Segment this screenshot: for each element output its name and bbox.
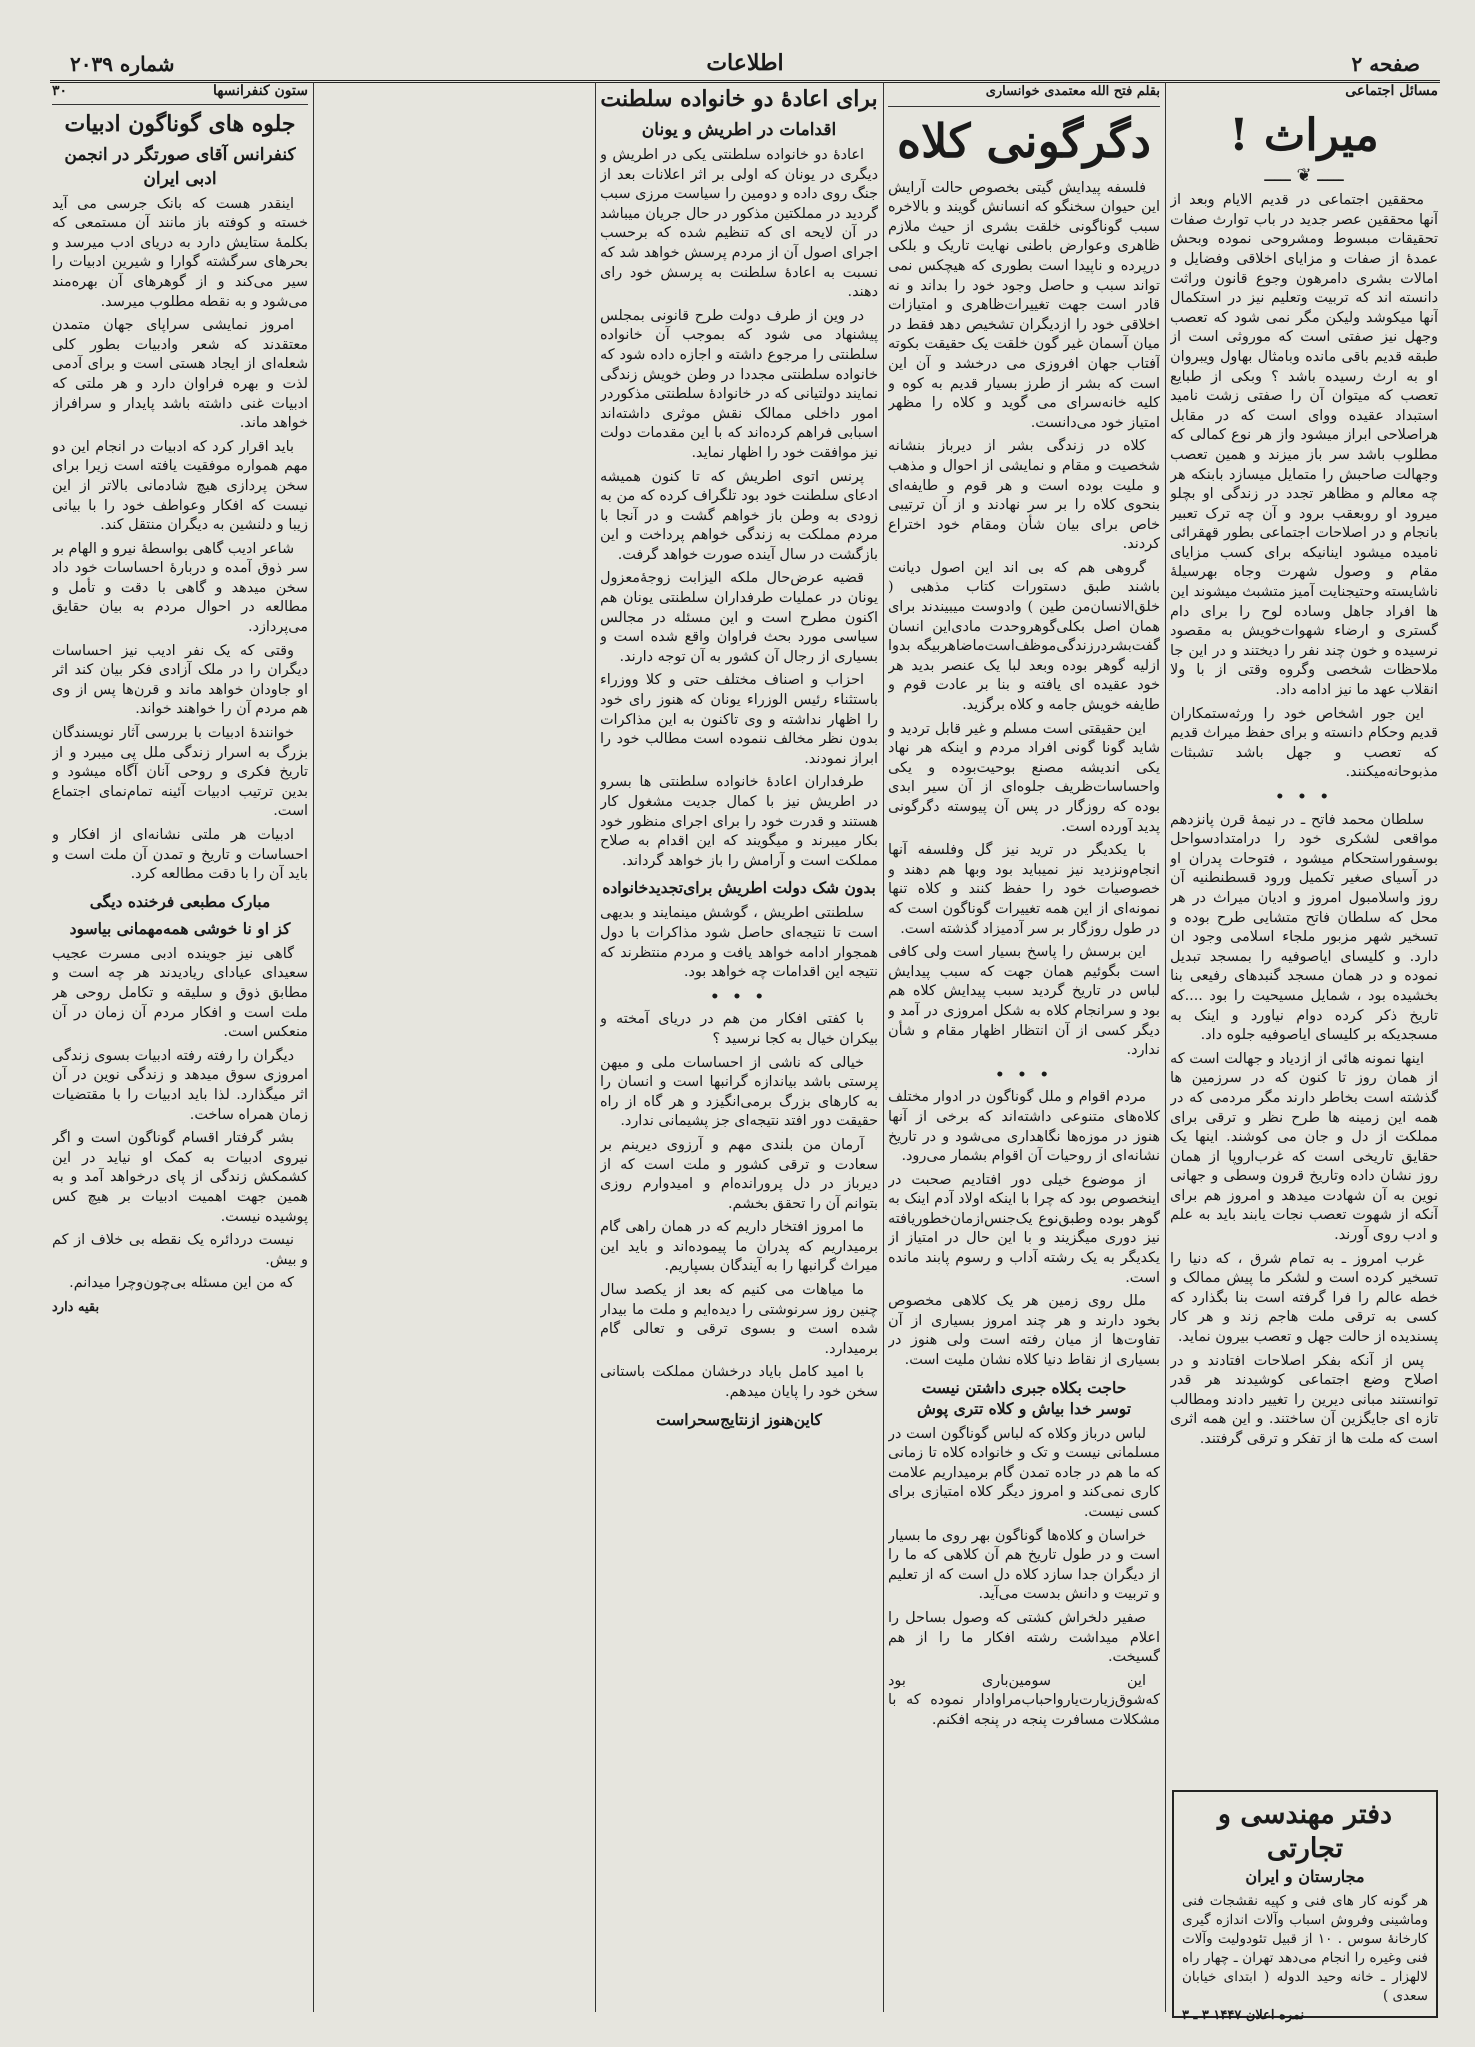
paragraph: آرمان من بلندی مهم و آرزوی دیرینم بر سعادت و ترقی کشور و ملت است که از دیرباز در دل پرورانده‌ام و امیدوارم روزی بتوانم آن را تحقق بخشم. [600,1136,878,1212]
paragraph: ملل روی زمین هر یک کلاهی مخصوص بخود دارند و هر چند امروز بسیاری از آن تفاوت‌ها از میان رفته است ولی هنوز در بسیاری از نقاط دنیا کلاه نشان ملیت است. [888,1293,1160,1369]
paragraph: خیالی که ناشی از احساسات ملی و میهن پرستی باشد بیاندازه گرانبها است و انسان را به کارهای بزرگ برمی‌انگیزد و هر گاه از راه حقیقت دور افتد نتیجه‌ای جز پشیمانی ندارد. [600,1054,878,1130]
paragraph: خراسان و کلاه‌ها گوناگون بهر روی ما بسیار است و در طول تاریخ هم آن کلاهی که ما را از دیگران جدا سازد کلاه دل است که از تعلیم و تربیت و دانش بدست می‌آید. [888,1527,1160,1603]
paragraph: صفیر دلخراش کشتی که وصول بساحل را اعلام میداشت رشته افکار ما را از هم گسیخت. [888,1609,1160,1666]
paper-name: اطلاعات [706,50,784,76]
paragraph: محققین اجتماعی در قدیم الایام وبعد از آنها محققین عصر جدید در باب توارث صفات تحقیقات مبسوط ومشروحی نموده وبحش عمدهٔ از صفات و مزایای اخلاقی وفضایل و امالات بشری دامرهون وجوع قانون وراثت دانسته اند که تربیت وتعلیم نیز در استکمال آنها میکوشد ولیکن مگر نمی شود که تعصب وجهل نیز صفتی است که موروثی است از طبقه قدیم باقی مانده وبامثال بهاول ویبروان او به ارث رسیده باشد ؟ وبکی از طبایع تعصب که میتوان آن را صفتی زشت نامید استبداد عقیده ووای است که در مقابل هراصلاحی ابراز میشود واز هر نوع کمالی که مطلوب باشد سر باز میزند و همین تعصب وجهالت صاحبش را متمایل میسازد بابنکه هر چه معالم و مظاهر تجدد در زندگی او بچلو میرود او روبعقب برود و آن چه ترک تعبیر بانجام و در اصلاحات اجتماعی بطور قهقرائی نامیده میشود اینانیکه برای کسب مزایای مقام و وصول شهرت وجاه بهرسیلهٔ ناشایسته وحتیجنایت آمیز متشبث میشوند این ها افراد جاهل وساده لوح را برای دام گستری و ارضاء شهوات‌خویش به مقصود نرسیده و خون چند نفر را دیختند و در این جا ملاحظات شخصی وگروه وقتی از با ولا انقلاب عهد ما نیز ادامه داد. [1170,192,1438,699]
verse: کز او نا خوشی همه‌مهمانی بیاسود [69,918,291,938]
page-number: صفحه ۲ [1351,52,1420,76]
paragraph: باید اقرار کرد که ادبیات در انجام این دو مهم همواره موفقیت یافته است زیرا برای سخن پردازی هیچ شادمانی بالاتر از این نیست که افکار وعواطف خود را با بیانی زیبا و دلنشین به دیگران منتقل کند. [52,438,308,534]
paragraph: سلطنتی اطریش ، گوشش مینمایند و بدیهی است تا نتیجه‌ای حاصل شود مذاکرات با دول همجوار ادامه خواهد یافت و مردم منتظرند که نتیجه این اقدامات چه خواهد بود. [600,905,878,981]
separator: • • • [995,1065,1053,1083]
paragraph: نیست درد‌ائره‌ یک‌ نقطه‌ بی‌ خلاف‌ از کم و بیش. [52,1232,308,1268]
column-header [52,82,308,105]
column-divider [595,82,596,2012]
separator: • • • [710,987,768,1005]
paragraph: ما امروز افتخار داریم که در همان راهی گام برمیداریم که پدران ما پیموده‌اند و باید این میراث گرانبها را به آیندگان بسپاریم. [600,1219,878,1275]
paragraph: سلطان محمد فاتح ـ در نیمهٔ قرن پانزدهم مواقعی لشکری خود را درامتدادسواحل بوسفوراستحکام میشود ، فتوحات پدران او در آسیای صغیر تکمیل ورود قسطنطنیه آن روز واسلامبول امروز و ادیان میراث در هر محل که سلطان فاتح متشایی طرح بوده و تسخیر شهر مزبور ملجاء اسلامی وجود ان دارد. و کلیسای ایاصوفیه را بمسجد تبدیل نموده و در همان مسجد گنبدهای رفیعی بنا بخشیده بود ، شمایل مسیحیت را بود ....که تاریخ ذکر کرده دوام نیاورد و اینک به مسجدیکه بر کلیسای ایاصوفیه جلوه داد. [1170,811,1438,1044]
column-divider [313,82,314,2012]
paragraph: از موضوع خیلی دور افتادیم صحبت در اینخصوص بود که چرا با اینکه اولاد آدم اینک به گوهر بوده وطبق‌نوع‌ یک‌جنس‌ازمان‌خطور‌یافته نیز دوری میگزیند و با این حال در امتیاز از یکدیگر به یک رشته آداب و رسوم پابند مانده است. [888,1171,1160,1286]
paragraph: غرب امروز ـ به تمام شرق ، که دنیا را تسخیر کرده است و لشکر ما پیش ممالک و خطه عالم را فرا گرفته است بنا بگذارد که کسی به ترقی ملت هاجم زند و هر کار پسندیده از حالت جهل و تعصب بیرون نماید. [1170,1250,1438,1346]
verse: مبارک مطبعی فرخنده دیگی [89,891,271,911]
ad-subtitle: مجارستان و ایران [1245,1867,1365,1886]
paragraph: بشر گرفتار اقسام گوناگون است و اگر نیروی ادبیات به کمک او نیاید در این کشمکش زندگی از پای درخواهد آمد و به همین جهت اهمیت ادبیات بر هیچ کس پوشیده نیست. [52,1130,308,1225]
paragraph: این سومین‌باری بود که‌شوق‌زیارت‌یار‌و‌احباب‌مرا‌وادار نموده که با مشکلات مسافرت پنجه در پنجه افکنم. [888,1672,1160,1728]
paragraph: شاعر ادیب گاهی بواسطهٔ نیرو و الهام بر سر ذوق آمده و دربارهٔ احساسات خود داد سخن میدهد و گاهی با دقت و تأمل و مطالعه در احوال مردم به بیان حقایق می‌پردازد. [52,540,308,636]
paragraph: این جور اشخاص خود را ورثه‌ستمکاران قدیم وحکام دانسته و برای حفظ میراث قدیم که تعصب و جهل باشد تشبثات مذبوحانه‌میکنند. [1170,705,1438,781]
paragraph: گروهی هم که بی اند این اصول دیانت باشند طبق دستورات کتاب مذهبی ( خلق‌الانسان‌من‌ طین ) وادوست میبیندند برای همان اصل بکلی‌گوهروحدت مادی‌این انسان گفت‌بشر‌درزندگی‌موظف‌است‌ماضاهر‌بیگه بدوا ازلیه گوهر بوده وبعد لبا یک عنصر بدید هر خود عقیده ای یافته و بنا بر عادت قوم و طایفه خویش جامه و کلاه برگزید. [888,559,1160,714]
paragraph: کلاه در زندگی بشر از دیرباز بنشانه شخصیت و مقام و نمایشی از احوال و مذهب و ملیت بوده است و هر قوم و طایفه‌ای بنحوی کلاه را بر سر نهادند و از آن ترتیبی خاص برای بیان شأن ومقام خود اختراع کردند. [888,438,1160,553]
paragraph: این برسش را پاسخ بسیار است ولی کافی است بگوئیم همان جهت که سبب پیدایش لباس در تاریخ گردید سبب پیدایش کلاه هم بود و سرانجام کلاه به شکل امروزی در آمد و دیگر کسی از آن انتظار اظهار مقام و شأن ندارد. [888,944,1160,1059]
paragraph: ادبیات هر ملتی نشانه‌ای از افکار و احساسات و تاریخ و تمدن آن ملت است و باید آن را با دقت مطالعه کرد. [52,827,308,883]
byline: بقلم فتح الله معتمدی خوانساری [888,82,1160,107]
paragraph: پس از آنکه بفکر اصلاحات افتادند و در اصلاح وضع اجتماعی کوشیدند هر قدر توانستند مبانی دیرین را تغییر دادند ومطالب تازه ای جایگزین آن ساختند. و این همه اثری است که ملت ها از تفکر و ترقی گرفتند. [1170,1352,1438,1447]
paragraph: که من این مسئله بی‌چون‌وچرا میدانم. [69,1275,294,1292]
closing-line: کاین‌هنوز از‌نتایج‌سحر‌است [656,1409,822,1429]
paragraph: دیگران را رفته رفته ادبیات بسوی زندگی امروزی سوق میدهد و زندگی نوین در آن اثر میگذارد. لذا باید ادبیات را با مقتضیات زمان همراه ساخت. [52,1047,308,1123]
article-adabiyat [52,82,308,2017]
paragraph: طرفداران اعادهٔ خانواده سلطنتی ها بسرو در اطریش نیز با کمال جدیت مشغول کار هستند و قدرت خود را برای اجرای منظور خود بکار میبرند و میگویند که این اقدام به صلاح مملکت است و آرامش را باز خواهد گرداند. [600,774,878,869]
paragraph: مردم اقوام و ملل گوناگون در ادوار مختلف کلاه‌های متنوعی داشته‌اند که برخی از آنها هنوز در موزه‌ها نگاهداری می‌شود و در تاریخ نشانه‌ای از روحیات آن اقوام بشمار می‌رود. [888,1089,1160,1165]
paragraph: احزاب و اصناف مختلف حتی و کلا ووزراء باستثناء رئیس الوزراء یونان که هنوز رای خود را اظهار نداشته و وی تاکنون به این مذاکرات بدون نظر مخالف ننموده است مطالب خود را ابراز نمودند. [600,672,878,767]
continued-label: بقیه دارد [52,1299,100,1315]
ornament: ـــــ ❦ ـــــ [1264,164,1344,186]
paragraph: گاهی نیز جوینده‌ ادبی‌ مسرت‌ عجیب‌ سعید‌ای‌ عیاد‌ای‌ ریادیدند هر چه است و مطابق ذوق و سلیقه و تکامل روحی هر ملت است و افکار مردم آن زمان در آن منعکس است. [52,945,308,1041]
paragraph: اینها نمونه هائی از ازدیاد و جهالت است که از همان روز تا کنون که در سرزمین ها گذشته است بخاطر دارند مگر مردمی که در همه این زمینه ها طرح نظر و ترقی برای مملکت از دل و جان می کوشند. اینها یک حقایق تاریخی است که غرب‌اروپا از همان روز نشان داده وتاریخ قرون وسطی و جهانی نوین به آن شهادت میدهد و امروز هم برای آنکه از شهوت تعصب نجات یابند باید به علم و ادب روی آورند. [1170,1050,1438,1244]
paragraph: امروز نمایشی سراپای جهان متمدن معتقدند که شعر وادبیات بطور کلی شعله‌ای از ایجاد هستی است و برای آدمی لذت و بهره فراوان دارد و هر ملتی که ادبیات غنی داشته باشد پایدار و سرافراز خواهد ماند. [52,317,308,432]
paragraph: در وین از طرف دولت طرح قانونی بمجلس پیشنهاد می شود که بموجب آن خانواده سلطنتی را مرجوع داشته و اجازه داده شود که خانواده سلطنتی مجددا در وطن خویش زندگی نمایند دولتیانی که در خانوادهٔ سلطنتی مذکوردر امور داخلی ممالک نقش موثری داشته‌اند اسبابی فراهم کرده‌اند که با این مقدمات دولت نیز موافقت خود را اظهار نماید. [600,307,878,461]
paragraph: اعادهٔ دو خانواده سلطنتی یکی در اطریش و دیگری در یونان که اولی بر اثر اعلانات بعد از جنگ روی داده و دومین را سیاست مرزی سبب گردید در مملکتین مذکور در حال جریان میباشد در آن لایحه ای که تنظیم شده که برحسب اجرای اصول آن از مردم پرسش خواهد شد که نسبت به اعادهٔ سلطنت به پرسش خود رای دهند. [600,147,878,301]
separator: • • • [1275,788,1333,805]
ad-body: هر گونه کار های فنی و کپیه نقشجات فنی وماشینی وفروش اسباب وآلات اندازه‌ گیری کارخانهٔ سوس . ۱۰ از قبیل تئودولیت وآلات فنی وغیره را انجام می‌دهد تهران ـ چهار راه لالهزار ـ خانه وحید الدوله ( ابتدای خیابان سعدی ) [1182,1893,1428,2004]
issue-number: شماره ۲۰۳۹ [70,52,175,76]
paragraph: قضیه عرض‌حال ملکه الیزابت زوجهٔ‌معزول یونان در عملیات طرفداران سلطنتی یونان هم اکنون مطرح است و این مسئله در مجالس سیاسی مورد بحث فراوان واقع شده است و بسیاری از رجال آن کشور به آن توجه دارند. [600,570,878,665]
paragraph: اینقدر هست که بانک جرسی می آید خسته و کوفته باز مانند آن مستمعی که بکلمهٔ ستایش دارد به دریای ادب میرسد و بحرهای سرگشته گوارا و شیرین ادبیات را سیر می‌کند و از گوهرهای آن بهره‌مند می‌شود و به نقطه مطلوب میرسد. [52,195,308,310]
article-miras [1170,82,1438,2017]
masthead [50,50,1440,83]
article-degarguni-kolah [888,82,1160,2017]
paragraph: با کفتی افکار من هم در دریای آمخته و بیکران خیال به کجا نرسید ؟ [600,1011,878,1047]
headline-adabiyat: جلوه های گوناگون ادبیات [64,110,296,137]
section-label: مسائل اجتماعی [1345,83,1438,99]
paragraph: این حقیقتی است مسلم و غیر قابل تردید و شاید گونا گونی افراد مردم و اینکه هر نهاد یکی اندیشه مصنع بوحیت‌بوده و یکی واحساسات‌ظریف جلوه‌ای از آن سیر ابدی بوده که روزگار در پس آن پیوسته دگرگونی پدید آورده است. [888,720,1160,835]
subheading: بدون شک دولت اطریش برای‌تجدیدخانواده [602,878,876,898]
paragraph: با یکدیگر در ترید نیز گل وفلسفه آنها انجام‌ونزدید نیز نمیباید بود وبها هم دهند و خصوصیات خود را حفظ کنند و کلاه تنها نمونه‌ای از این همه تغییرات گوناگون است که در طول روزگار بر سر آدمیزاد گذشته است. [888,842,1160,937]
ad-title: دفتر مهندسی و تجارتی [1217,1799,1393,1864]
paragraph: وقتی که یک نفر ادیب نیز احساسات دیگران را در ملک آزادی فکر بیان کند اثر او جاودان خواهد ماند و قرن‌ها پس از وی هم مردم آن را خواهند خواند. [52,642,308,718]
paragraph: فلسفه پیدایش گیتی بخصوص حالت آرایش این حیوان سخنگو که انسانش گویند و بالاخره سبب گوناگونی خلقت بشری از حیث ملازم ظاهری وعوارض باطنی نهایت تاریک و بلکی درپرده و ناپیدا است بطوری که هیچکس نمی تواند سبب و حاصل وجود خود را بداند و نه قادر است جهت تغییرات‌ظاهری‌ و امتیازات اخلاقی خود را ازدیگران تشخیص دهد فقط در میان آسمان غیر گون خلقت یک حقیقت بکوته آفتاب جهان افروزی می درخشد و آن این است که بشر از طرز بسیار قدیم به کوه و کلیه خانه‌سرای می گوید و کلاه را مظهر امتیاز خود می‌دانست. [888,179,1160,431]
subheading: حاجت بکلاه جبری داشتن نیست توسر خدا بیاش و کلاه تتری پوش [916,1377,1132,1418]
column-number: ۳۰ [52,83,68,99]
subheading: اقدامات در اطریش و یونان [641,120,837,140]
section-label: ستون کنفرانسها [212,83,308,99]
paragraph: پرنس اتوی اطریش که تا کنون همیشه ادعای سلطنت خود بود تلگراف کرده که من به زودی به وطن باز خواهم گشت و در آنجا با مردم مملکت به زندگی خواهم پرداخت و این بازگشت در سال آینده صورت خواهد گرفت. [600,468,878,563]
headline-saltanat: برای اعادهٔ دو خانواده سلطنت [600,86,878,112]
paragraph: با امید کامل بایاد درخشان مملکت باستانی سخن خود را پایان میدهم. [600,1364,878,1401]
paragraph: خوانندهٔ ادبیات با بررسی آثار نویسندگان بزرگ به اسرار زندگی ملل پی میبرد و از تاریخ فکری و روحی آنان آگاه میشود و بدین ترتیب ادبیات آئینه تمام‌نمای اجتماع است. [52,725,308,820]
subheading: کنفرانس آقای صورتگر در انجمن ادبی ایران [64,144,296,189]
headline-miras: میراث ! [1229,109,1379,161]
paragraph: لباس درباز وکلاه که لباس گوناگون است در مسلمانی نیست و تک و خانواده کلاه تا زمانی که ما هم در جاده تمدن گام برمیداریم علامت کاری نمی‌کند و امروز دیگر کلاه امتیازی برای کسی نیست. [888,1425,1160,1520]
paragraph: ما میاهات می کنیم که بعد از یکصد سال چنین روز سرنوشتی را دیده‌ایم و ملت ما بیدار شده است و بسوی ترقی و تعالی گام برمیدارد. [600,1282,878,1357]
headline-kolah: دگرگونی کلاه [896,113,1152,168]
advertisement-box [1172,1790,1438,2023]
article-saltanat [600,82,878,2017]
column-divider [883,82,884,2012]
column-divider [1165,82,1166,2012]
ad-reference: نمره اعلان ۱۴۴۷ ۳ ـ ۳ [1182,2008,1305,2023]
